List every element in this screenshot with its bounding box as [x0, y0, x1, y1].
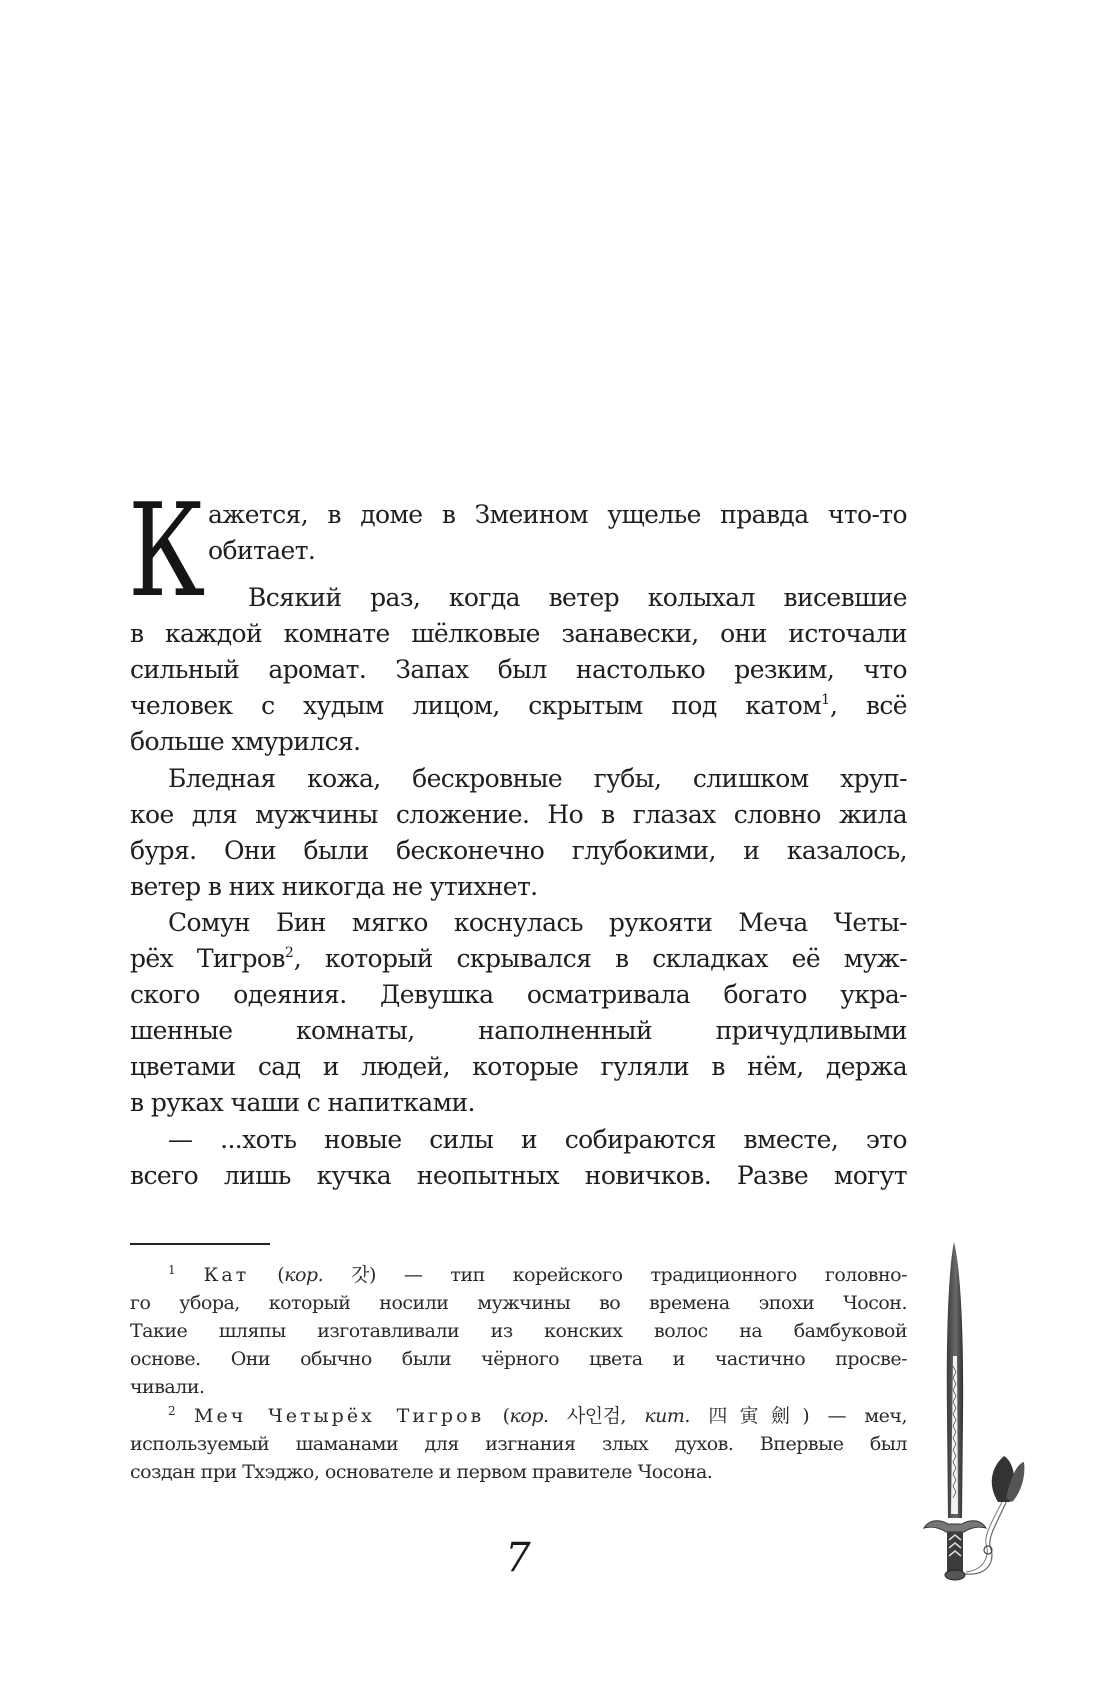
body-line: Сомун Бин мягко коснулась рукояти Меча Четы-	[168, 908, 907, 937]
body-line: всего лишь кучка неопытных новичков. Разве могут	[130, 1161, 907, 1190]
body-line: — ...хоть новые силы и собираются вместе, это	[168, 1125, 907, 1154]
body-line: в каждой комнате шёлковые занавески, они источали	[130, 619, 907, 648]
body-line: ского одеяния. Девушка осматривала богато укра-	[130, 980, 907, 1009]
body-line: кое для мужчины сложение. Но в глазах словно жила	[130, 800, 907, 829]
footnote-1-line-4: основе. Они обычно были чёрного цвета и частично просве-	[130, 1348, 907, 1370]
footnote-term: Кат	[203, 1264, 250, 1286]
footnote-marker: 2	[168, 1404, 176, 1418]
chinese-term: 四寅劍	[708, 1405, 803, 1427]
footnote-reference[interactable]: 1	[821, 692, 830, 708]
footnote-marker: 1	[168, 1263, 176, 1277]
footnote-text: — меч,	[827, 1405, 907, 1427]
korean-term: 사인검	[566, 1405, 621, 1427]
lang-label: кор.	[284, 1264, 324, 1286]
footnote-reference[interactable]: 2	[284, 945, 294, 961]
body-line: Всякий раз, когда ветер колыхал висевшие	[248, 583, 907, 612]
body-line: Бледная кожа, бескровные губы, слишком хруп-	[168, 764, 907, 793]
footnote-2-line-2: используемый шаманами для изгнания злых духов. Впервые был	[130, 1433, 907, 1455]
body-line: в руках чаши с напитками.	[130, 1088, 475, 1117]
drop-cap: К	[128, 477, 206, 626]
sword-illustration-icon	[918, 1236, 1028, 1581]
line-text: , который скрывался в складках её муж-	[293, 944, 907, 973]
body-line	[130, 941, 907, 977]
footnote-1-line-2: го убора, который носили мужчины во времена эпохи Чосон.	[130, 1292, 907, 1314]
footnote-2-line-1: $^2$ Меч Четырёх Тигров (кор. 사인검, кит. 四寅劍) — меч,	[168, 1404, 907, 1427]
body-line: цветами сад и людей, которые гуляли в нём, держа	[130, 1052, 907, 1081]
body-line: ажется, в доме в Змеином ущелье правда что-то	[208, 500, 907, 529]
line-text: рёх Тигров	[130, 944, 285, 973]
lang-label: кор.	[509, 1405, 549, 1427]
page-number: 7	[505, 1535, 531, 1581]
korean-term: 갓	[351, 1264, 369, 1286]
footnote-separator	[130, 1243, 270, 1245]
body-line: ветер в них никогда не утихнет.	[130, 872, 538, 901]
line-text: , всё	[830, 691, 907, 720]
footnote-text: — тип корейского традиционного головно-	[403, 1264, 907, 1286]
body-line: буря. Они были бесконечно глубокими, и казалось,	[130, 836, 907, 865]
footnote-1-line-5: чивали.	[130, 1376, 205, 1398]
body-line: шенные комнаты, наполненный причудливыми	[130, 1016, 907, 1045]
footnote-term: Меч Четырёх Тигров	[194, 1405, 485, 1427]
body-line: больше хмурился.	[130, 727, 361, 756]
line-text: человек с худым лицом, скрытым под катом	[130, 691, 822, 720]
lang-label: кит.	[644, 1405, 690, 1427]
footnote-1-line-1: $^1$ Кат (кор. 갓) — тип корейского традиционного головно-	[168, 1263, 907, 1286]
body-line	[130, 688, 907, 724]
body-line: сильный аромат. Запах был настолько резким, что	[130, 655, 907, 684]
footnote-2-line-3: создан при Тхэджо, основателе и первом правителе Чосона.	[130, 1461, 713, 1483]
footnote-1-line-3: Такие шляпы изготавливали из конских волос на бамбуковой	[130, 1320, 907, 1342]
body-line: обитает.	[208, 536, 316, 565]
